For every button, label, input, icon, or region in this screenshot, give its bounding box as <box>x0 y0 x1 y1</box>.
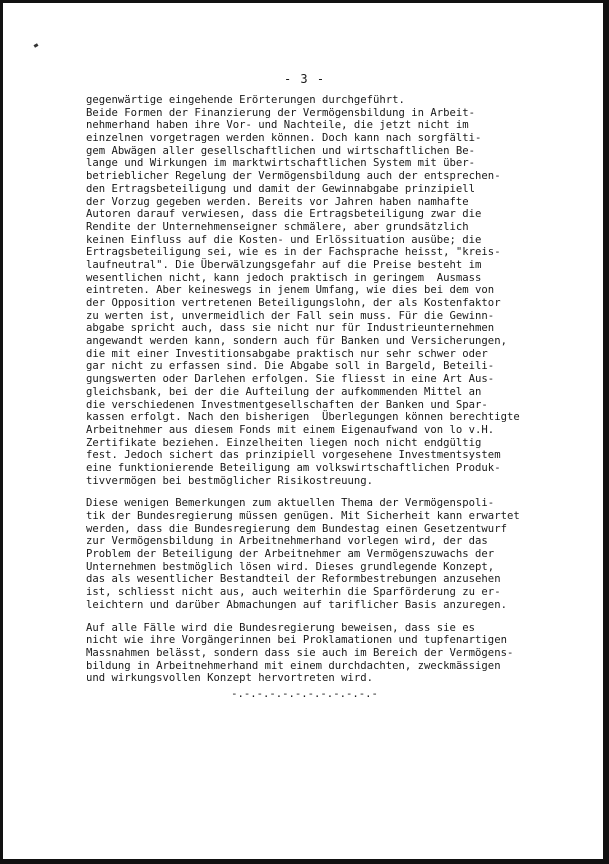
text-line: nicht wie ihre Vorgängerinnen bei Proklamationen und tupfenartigen <box>86 634 507 647</box>
text-line: Zertifikate beziehen. Einzelheiten liegen noch nicht endgültig <box>86 436 482 449</box>
text-line: und wirkungsvollen Konzept hervortreten wird. <box>86 672 374 685</box>
text-line: Problem der Beteiligung der Arbeitnehmer am Vermögenszuwachs der <box>86 548 495 561</box>
text-line: wesentlichen nicht, kann jedoch praktisch in geringem Ausmass <box>86 271 482 284</box>
text-line: abgabe spricht auch, dass sie nicht nur für Industrieunternehmen <box>86 322 495 335</box>
text-line: Unternehmen bestmöglich lösen wird. Dieses grundlegende Konzept, <box>86 560 495 573</box>
text-line: eine funktionierende Beteiligung am volkswirtschaftlichen Produk- <box>86 461 501 474</box>
text-line: gar nicht zu erfassen sind. Die Abgabe soll in Bargeld, Beteili- <box>86 360 495 373</box>
text-line: die verschiedenen Investmentgesellschaften der Banken und Spar- <box>86 398 488 411</box>
text-line: kassen erfolgt. Nach den bisherigen Überlegungen können berechtigte <box>86 411 520 424</box>
text-line: zur Vermögensbildung in Arbeitnehmerhand vorlegen wird, der das <box>86 535 488 548</box>
text-line: Ertragsbeteiligung sei, wie es in der Fachsprache heisst, "kreis- <box>86 246 501 259</box>
scan-border-top <box>0 0 609 3</box>
text-line: gegenwärtige eingehende Erörterungen durchgeführt. <box>86 94 405 106</box>
text-line: eintreten. Aber keineswegs in jenem Umfang, wie dies bei dem von <box>86 284 495 297</box>
text-line: bildung in Arbeitnehmerhand mit einem durchdachten, zweckmässigen <box>86 659 501 672</box>
text-line: Rendite der Unternehmenseigner schmälere, aber grundsätzlich <box>86 220 469 233</box>
text-line: Autoren darauf verwiesen, dass die Ertragsbeteiligung zwar die <box>86 208 482 221</box>
text-line: leichtern und darüber Abmachungen auf tariflicher Basis anzuregen. <box>86 598 507 611</box>
paragraph-gap <box>86 612 606 622</box>
text-line: nehmerhand haben ihre Vor- und Nachteile, die jetzt nicht im <box>86 119 469 132</box>
text-line: gleichsbank, bei der die Aufteilung der aufkommenden Mittel an <box>86 385 482 398</box>
text-line: lange und Wirkungen im marktwirtschaftlichen System mit über- <box>86 157 476 170</box>
text-line: das als wesentlicher Bestandteil der Reformbestrebungen anzusehen <box>86 573 501 586</box>
text-line: der Opposition vertretenen Beteiligungslohn, der als Kostenfaktor <box>86 297 501 309</box>
text-line: tivvermögen bei bestmöglicher Risikostreuung. <box>86 474 374 487</box>
text-line: Arbeitnehmer aus diesem Fonds mit einem Eigenaufwand von lo v.H. <box>86 423 495 436</box>
text-line: den Ertragsbeteiligung und damit der Gewinnabgabe prinzipiell <box>86 182 476 195</box>
body-text <box>86 94 606 685</box>
scan-speck <box>34 43 39 48</box>
text-line: zu werten ist, unvermeidlich der Fall sein muss. Für die Gewinn- <box>86 309 495 322</box>
text-line: die mit einer Investitionsabgabe praktisch nur sehr schwer oder <box>86 347 488 360</box>
scan-border-left <box>0 0 3 864</box>
text-line: ist, schliesst nicht aus, auch weiterhin die Sparförderung zu er- <box>86 586 501 599</box>
text-line: angewandt werden kann, sondern auch für Banken und Versicherungen, <box>86 335 507 348</box>
text-line: Massnahmen belässt, sondern dass sie auch im Bereich der Vermögens- <box>86 646 514 659</box>
text-line: betrieblicher Regelung der Vermögensbildung auch der entsprechen- <box>86 170 501 183</box>
text-line: Beide Formen der Finanzierung der Vermögensbildung in Arbeit- <box>86 106 476 119</box>
text-line: Auf alle Fälle wird die Bundesregierung beweisen, dass sie es <box>86 621 476 634</box>
text-line: gem Abwägen aller gesellschaftlichen und wirtschaftlichen Be- <box>86 144 476 157</box>
text-line: keinen Einfluss auf die Kosten- und Erlössituation ausübe; die <box>86 233 482 246</box>
page-number: - 3 - <box>283 72 326 86</box>
text-line: der Vorzug gegeben werden. Bereits vor Jahren haben namhafte <box>86 195 469 208</box>
paragraph-2 <box>86 497 606 611</box>
text-line: tik der Bundesregierung müssen genügen. Mit Sicherheit kann erwartet <box>86 510 520 522</box>
text-line: Diese wenigen Bemerkungen zum aktuellen Thema der Vermögenspoli- <box>86 497 495 510</box>
text-line: gungswerten oder Darlehen erfolgen. Sie fliesst in eine Art Aus- <box>86 373 495 386</box>
paragraph-gap <box>86 487 606 497</box>
paragraph-1 <box>86 94 606 487</box>
text-line: einzelnen vorgetragen werden können. Doch kann nach sorgfälti- <box>86 132 482 145</box>
end-separator: -.-.-.-.-.-.-.-.-.-.-.- <box>231 688 378 700</box>
text-line: werden, dass die Bundesregierung dem Bundestag einen Gesetzentwurf <box>86 522 507 535</box>
text-line: laufneutral". Die Überwälzungsgefahr auf die Preise besteht im <box>86 258 482 271</box>
paragraph-3 <box>86 622 606 685</box>
scan-border-bottom <box>0 859 609 864</box>
text-line: fest. Jedoch sichert das prinzipiell vorgesehene Investmentsystem <box>86 449 501 462</box>
